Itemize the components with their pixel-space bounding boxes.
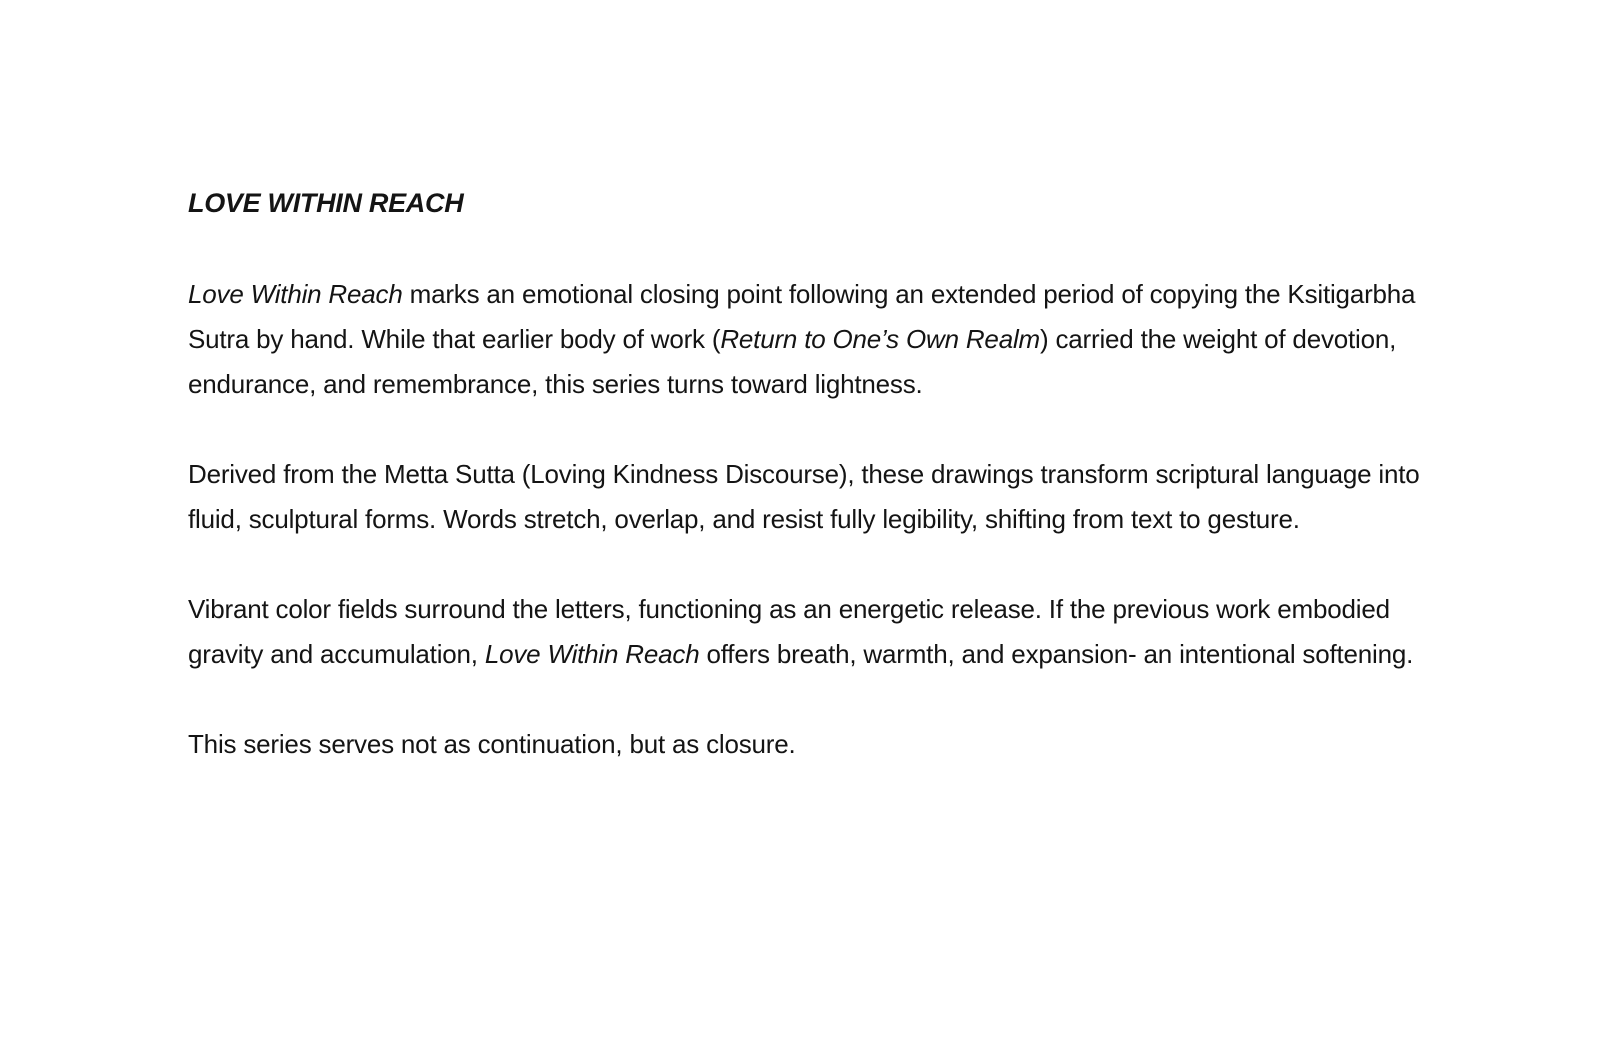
paragraph-text: ) carried the weight of devotion, endurance, and remembrance, this series turns toward lightness. (188, 324, 1397, 399)
paragraph-text: Vibrant color fields surround the letters, functioning as an energetic release. If the previous work embodied gravity and accumulation, (188, 594, 1390, 669)
document-title: LOVE WITHIN REACH (188, 188, 464, 218)
paragraph-derivation: Derived from the Metta Sutta (Loving Kindness Discourse), these drawings transform scriptural language into fluid, sculptural forms. Words stretch, overlap, and resist fully legibility, shifting from text to gesture. (188, 459, 1420, 534)
italic-earlier-work-title: Return to One’s Own Realm (720, 324, 1040, 354)
italic-series-title: Love Within Reach (484, 639, 700, 669)
italic-series-title: Love Within Reach (188, 279, 403, 309)
paragraph-color-fields (188, 587, 1428, 677)
paragraph-text: marks an emotional closing point following an extended period of copying the Ksitigarbha Sutra by hand. While that earlier body of work ( (188, 279, 1416, 354)
paragraph-closure: This series serves not as continuation, but as closure. (188, 729, 796, 759)
paragraph-text: offers breath, warmth, and expansion- an intentional softening. (699, 639, 1414, 669)
document-page (188, 184, 1428, 812)
paragraph-intro (188, 272, 1428, 407)
